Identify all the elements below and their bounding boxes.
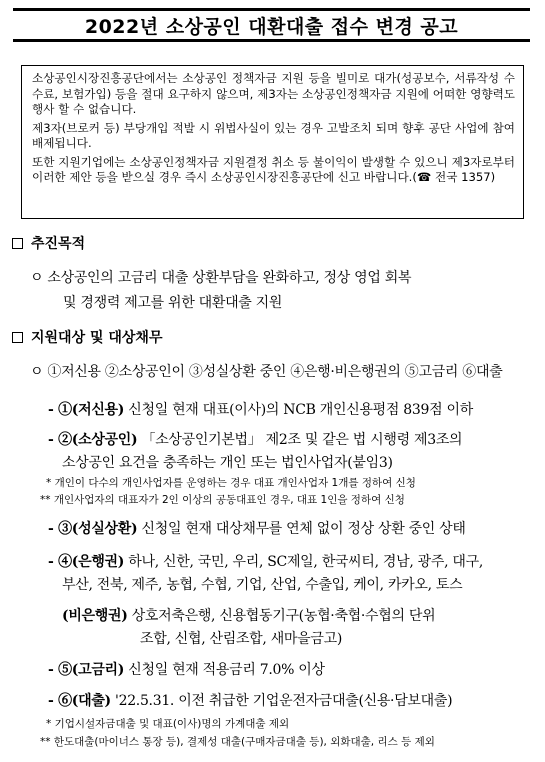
note-4: ** 한도대출(마이너스 통장 등), 결제성 대출(구매자금대출 등), 외화대출, 리스 등 제외 xyxy=(40,736,435,748)
notice-paragraph-2: 제3자(브로커 등) 부당개입 적발 시 위법사실이 있는 경우 고발조치 되며 향후 공단 사업에 참여 배제됩니다. xyxy=(32,120,515,150)
item-label: - ①(저신용) xyxy=(48,402,125,418)
item-nonbank xyxy=(62,605,435,625)
purpose-line-1: ㅇ 소상공인의 고금리 대출 상환부담을 완화하고, 정상 영업 회복 xyxy=(30,270,412,286)
item-label: - ⑤(고금리) xyxy=(48,662,125,678)
note-3: * 기업시설자금대출 및 대표(이사)명의 가계대출 제외 xyxy=(46,718,290,730)
item-loan xyxy=(48,690,452,710)
item-text: 신청일 현재 대상채무를 연체 없이 정상 상환 중인 상태 xyxy=(137,521,466,537)
item-text: 신청일 현재 대표(이사)의 NCB 개인신용평점 839점 이하 xyxy=(124,402,473,418)
item-small-business-cont: 소상공인 요건을 충족하는 개인 또는 법인사업자(붙임3) xyxy=(62,455,393,471)
item-text: 상호저축은행, 신용협동기구(농협·축협·수협의 단위 xyxy=(127,608,436,624)
note-2: ** 개인사업자의 대표자가 2인 이상의 공동대표인 경우, 대표 1인을 정하여 신청 xyxy=(40,494,405,506)
item-nonbank-cont: 조합, 신협, 산림조합, 새마을금고) xyxy=(140,631,342,647)
square-bullet-icon xyxy=(12,238,23,249)
page-title: 2022년 소상공인 대환대출 접수 변경 공고 xyxy=(84,15,459,38)
note-1: * 개인이 다수의 개인사업자를 운영하는 경우 대표 개인사업자 1개를 정하여 신청 xyxy=(46,477,416,489)
notice-paragraph-3: 또한 지원기업에는 소상공인정책자금 지원결정 취소 등 불이익이 발생할 수 있으니 제3자로부터 이러한 제안 등을 받으실 경우 즉시 소상공인시장진흥공단에 신고 바랍니다.(☎ 전국 1357) xyxy=(32,154,515,184)
item-text: 신청일 현재 적용금리 7.0% 이상 xyxy=(124,662,325,678)
section-purpose-heading xyxy=(12,233,85,253)
item-label: - ⑥(대출) xyxy=(48,693,111,709)
item-small-business xyxy=(48,429,462,449)
item-text: 「소상공인기본법」 제2조 및 같은 법 시행령 제3조의 xyxy=(137,432,463,448)
item-faithful-repayment xyxy=(48,518,466,538)
item-label: (비은행권) xyxy=(62,608,128,624)
section-target-title: 지원대상 및 대상채무 xyxy=(31,330,163,346)
target-summary: ㅇ ①저신용 ②소상공인이 ③성실상환 중인 ④은행·비은행권의 ⑤고금리 ⑥대출 xyxy=(30,364,503,380)
title-box xyxy=(13,8,530,42)
section-target-heading xyxy=(12,327,162,347)
item-bank-cont: 부산, 전북, 제주, 농협, 수협, 기업, 산업, 수출입, 케이, 카카오, 토스 xyxy=(62,577,463,593)
item-high-interest xyxy=(48,659,325,679)
warning-notice-box xyxy=(21,65,524,219)
item-bank xyxy=(48,551,483,571)
notice-paragraph-1: 소상공인시장진흥공단에서는 소상공인 정책자금 지원 등을 빌미로 대가(성공보수, 서류작성 수수료, 보험가입) 등을 절대 요구하지 않으며, 제3자는 소상공인정책자금 지원에 어떠한 영향력도 행사 할 수 없습니다. xyxy=(32,71,515,116)
section-purpose-title: 추진목적 xyxy=(31,236,86,252)
item-label: - ④(은행권) xyxy=(48,554,125,570)
item-label: - ②(소상공인) xyxy=(48,432,138,448)
item-low-credit xyxy=(48,399,473,419)
item-text: '22.5.31. 이전 취급한 기업운전자금대출(신용·담보대출) xyxy=(110,693,453,709)
square-bullet-icon xyxy=(12,332,23,343)
purpose-line-2: 및 경쟁력 제고를 위한 대환대출 지원 xyxy=(63,295,283,311)
item-text: 하나, 신한, 국민, 우리, SC제일, 한국씨티, 경남, 광주, 대구, xyxy=(124,554,483,570)
item-label: - ③(성실상환) xyxy=(48,521,138,537)
